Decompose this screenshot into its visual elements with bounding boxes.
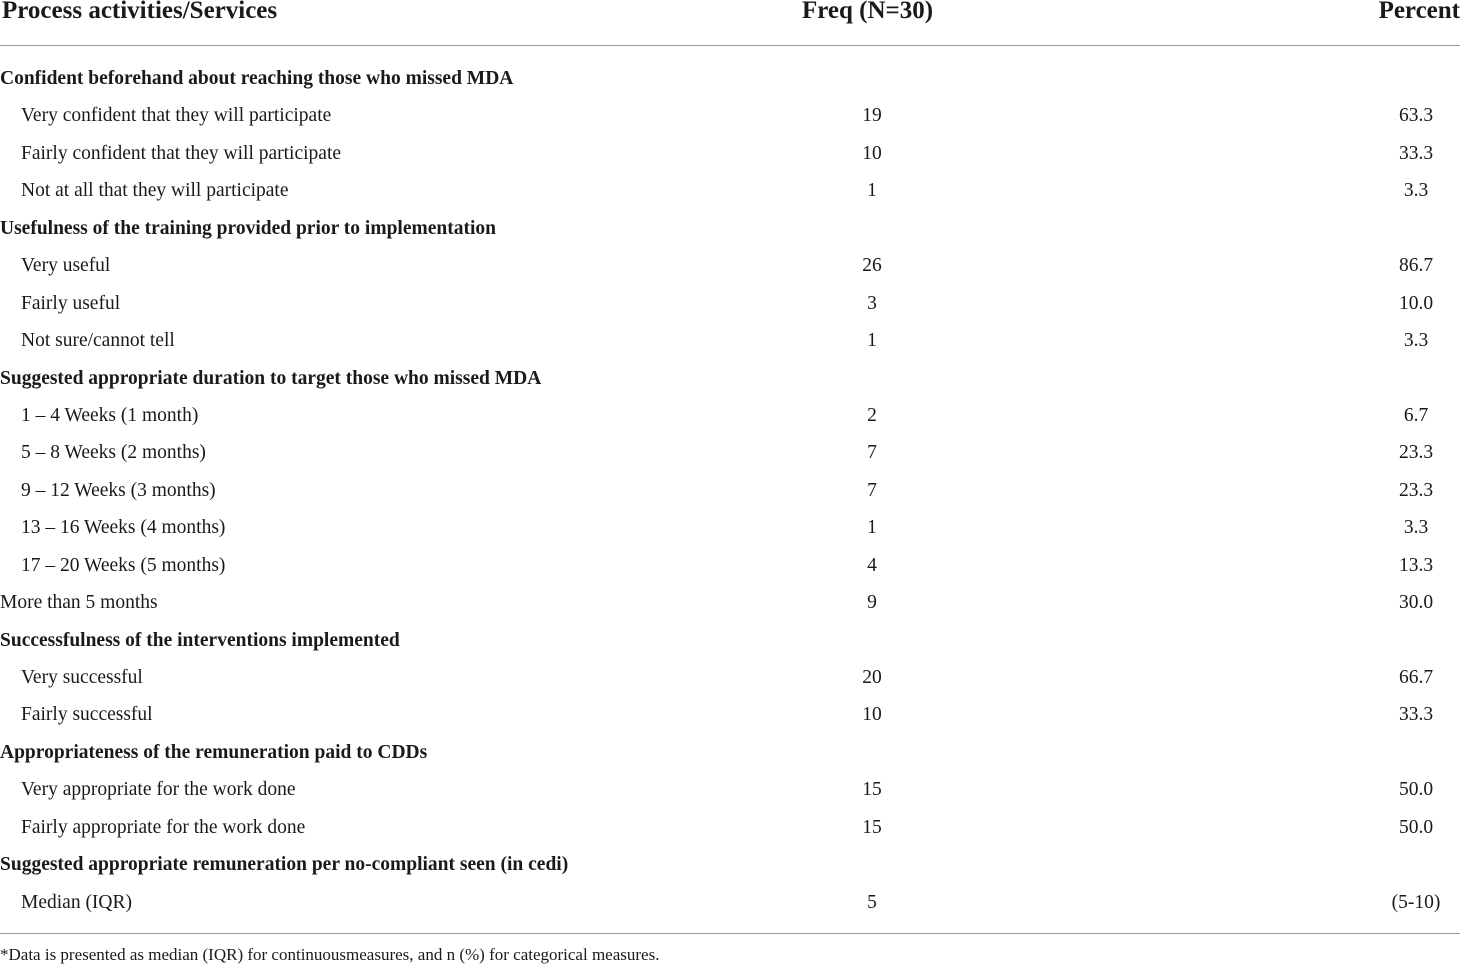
table-row bbox=[0, 172, 1460, 209]
section-header-row bbox=[0, 60, 1460, 97]
table-row bbox=[0, 771, 1460, 808]
row-label: Fairly confident that they will participate bbox=[21, 142, 342, 164]
header-percent: Percent bbox=[1378, 0, 1460, 24]
table-row bbox=[0, 472, 1460, 509]
row-label: 13 – 16 Weeks (4 months) bbox=[21, 517, 226, 539]
freq-cell: 1 bbox=[867, 517, 877, 539]
table-row bbox=[0, 809, 1460, 846]
freq-cell: 19 bbox=[862, 105, 882, 127]
section-header-row bbox=[0, 360, 1460, 397]
percent-cell: 50.0 bbox=[1398, 779, 1434, 801]
percent-cell: 10.0 bbox=[1398, 292, 1434, 314]
freq-cell: 20 bbox=[862, 667, 882, 688]
percent-cell: 30.0 bbox=[1398, 592, 1434, 614]
freq-cell: 7 bbox=[867, 442, 877, 464]
section-header-row bbox=[0, 734, 1460, 771]
table-row bbox=[0, 97, 1460, 134]
percent-cell: 63.3 bbox=[1398, 105, 1434, 127]
freq-cell: 15 bbox=[862, 816, 882, 838]
row-label: Very confident that they will participate bbox=[21, 105, 332, 127]
table-row bbox=[0, 434, 1460, 471]
freq-cell: 9 bbox=[867, 592, 877, 614]
percent-cell: 13.3 bbox=[1398, 554, 1434, 576]
percent-cell: 66.7 bbox=[1398, 667, 1434, 688]
table-footnote: *Data is presented as median (IQR) for continuousmeasures, and n (%) for categorical measures. bbox=[0, 945, 660, 964]
header-process-activities: Process activities/Services bbox=[2, 0, 278, 24]
percent-cell: 50.0 bbox=[1398, 816, 1434, 838]
row-label: Very appropriate for the work done bbox=[21, 779, 296, 801]
section-label: Usefulness of the training provided prior to implementation bbox=[0, 217, 496, 239]
freq-cell: 1 bbox=[867, 180, 877, 202]
table-row bbox=[0, 696, 1460, 733]
percent-cell: 3.3 bbox=[1403, 180, 1429, 202]
percent-cell: 33.3 bbox=[1398, 142, 1434, 164]
table-row bbox=[0, 285, 1460, 322]
row-label: Fairly appropriate for the work done bbox=[21, 816, 306, 838]
freq-cell: 4 bbox=[867, 554, 877, 576]
freq-cell: 5 bbox=[867, 891, 877, 913]
percent-cell: 23.3 bbox=[1398, 442, 1434, 464]
section-label: Appropriateness of the remuneration paid to CDDs bbox=[0, 741, 428, 763]
table-row bbox=[0, 659, 1460, 696]
table-row bbox=[0, 322, 1460, 359]
table-row bbox=[0, 247, 1460, 284]
row-label: 5 – 8 Weeks (2 months) bbox=[21, 442, 206, 464]
table-row bbox=[0, 584, 1460, 621]
percent-cell: (5-10) bbox=[1391, 891, 1441, 913]
percent-cell: 3.3 bbox=[1403, 330, 1429, 352]
row-label: Median (IQR) bbox=[21, 891, 133, 913]
table-row bbox=[0, 884, 1460, 921]
section-header-row bbox=[0, 622, 1460, 659]
row-label: Very useful bbox=[21, 255, 111, 277]
percent-cell: 3.3 bbox=[1403, 517, 1429, 539]
row-label: Fairly successful bbox=[21, 704, 153, 726]
freq-cell: 7 bbox=[867, 479, 877, 501]
percent-cell: 23.3 bbox=[1398, 479, 1434, 501]
freq-cell: 10 bbox=[862, 704, 882, 726]
table-row bbox=[0, 397, 1460, 434]
table-header-row bbox=[0, 0, 1460, 30]
table-body bbox=[0, 60, 1460, 921]
table-row bbox=[0, 509, 1460, 546]
header-freq: Freq (N=30) bbox=[802, 0, 934, 24]
freq-cell: 1 bbox=[867, 330, 877, 352]
section-label: Suggested appropriate duration to target those who missed MDA bbox=[0, 367, 542, 389]
table-row bbox=[0, 135, 1460, 172]
section-label: Successfulness of the interventions implemented bbox=[0, 629, 400, 651]
freq-cell: 10 bbox=[862, 142, 882, 164]
section-header-row bbox=[0, 846, 1460, 883]
section-header-row bbox=[0, 210, 1460, 247]
row-label: 9 – 12 Weeks (3 months) bbox=[21, 479, 216, 501]
row-label: More than 5 months bbox=[0, 592, 158, 614]
table-row bbox=[0, 547, 1460, 584]
percent-cell: 33.3 bbox=[1398, 704, 1434, 726]
freq-cell: 26 bbox=[862, 255, 882, 277]
freq-cell: 15 bbox=[862, 779, 882, 801]
row-label: Not at all that they will participate bbox=[21, 180, 289, 202]
section-label: Confident beforehand about reaching those who missed MDA bbox=[0, 68, 514, 89]
row-label: 17 – 20 Weeks (5 months) bbox=[21, 554, 226, 576]
header-divider bbox=[0, 45, 1460, 46]
row-label: Very successful bbox=[21, 667, 143, 688]
row-label: Not sure/cannot tell bbox=[21, 330, 175, 352]
row-label: 1 – 4 Weeks (1 month) bbox=[21, 404, 199, 426]
percent-cell: 6.7 bbox=[1403, 404, 1429, 426]
row-label: Fairly useful bbox=[21, 292, 121, 314]
percent-cell: 86.7 bbox=[1398, 255, 1434, 277]
freq-cell: 3 bbox=[867, 292, 877, 314]
freq-cell: 2 bbox=[867, 404, 877, 426]
section-label: Suggested appropriate remuneration per no-compliant seen (in cedi) bbox=[0, 854, 569, 876]
table-bottom-divider bbox=[0, 933, 1460, 934]
